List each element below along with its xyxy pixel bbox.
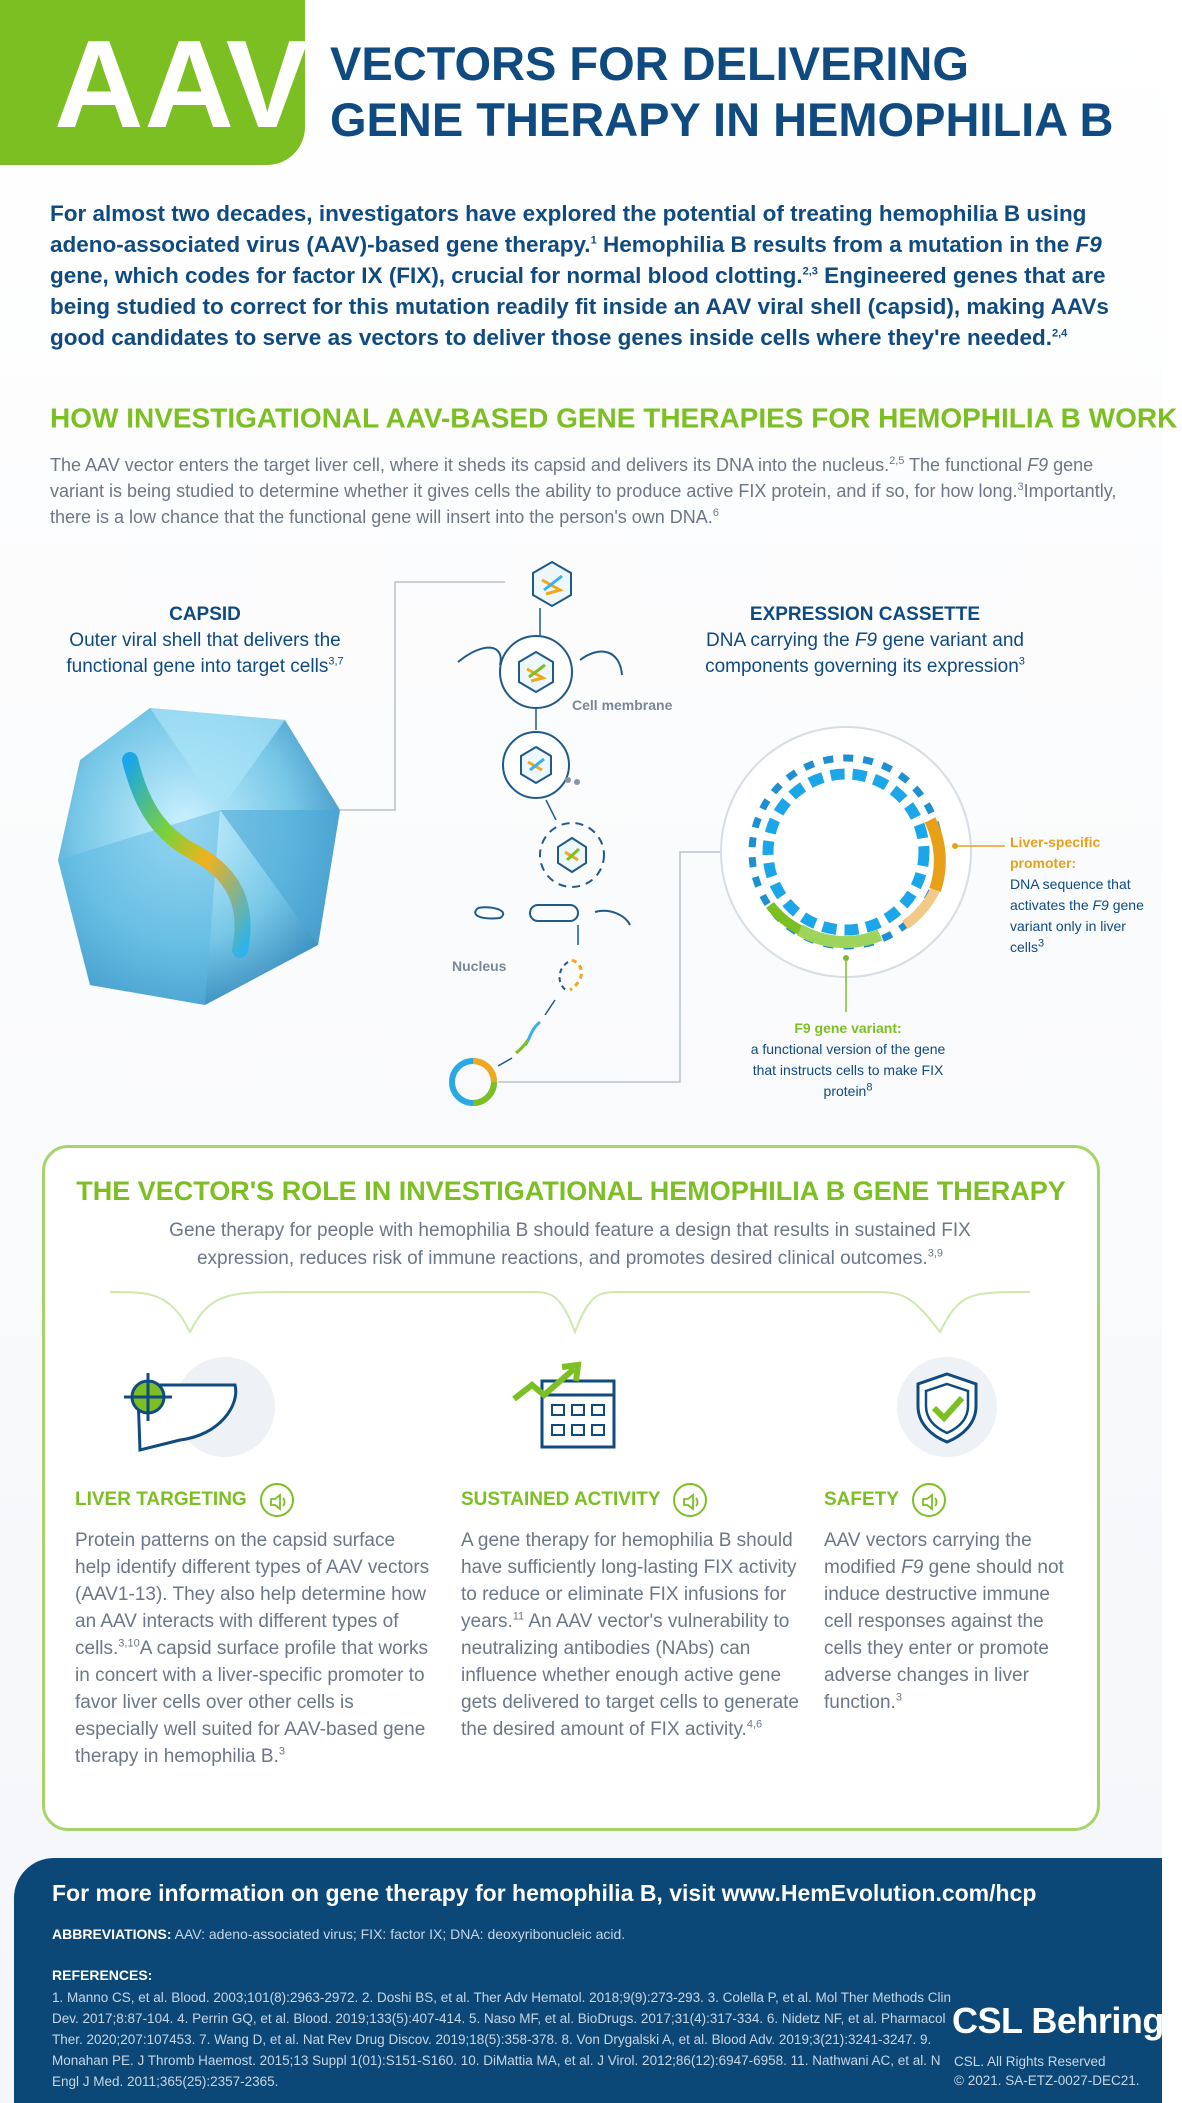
safety-title-text: SAFETY	[824, 1489, 899, 1511]
csl-behring-logo: CSL Behring	[952, 2000, 1164, 2041]
safety-ref: 3	[895, 1691, 902, 1704]
promoter-callout	[1010, 832, 1160, 958]
title-line-1: VECTORS FOR DELIVERING	[330, 37, 969, 90]
footer	[14, 1858, 1162, 2103]
page-margin	[1162, 0, 1182, 2103]
capsid-description: Outer viral shell that delivers the functional gene into target cells	[66, 630, 341, 677]
gene-therapy-diagram	[0, 560, 1162, 1120]
capsid-illustration	[58, 708, 340, 1005]
nucleus-label: Nucleus	[452, 958, 507, 974]
role-sub-text: Gene therapy for people with hemophilia B should feature a design that results in sustained FIX expression, reduces risk of immune reactions, and promotes desired clinical outcomes.	[169, 1220, 971, 1269]
liver-text-2: A capsid surface profile that works in concert with a liver-specific promoter to favor liver cells over other cells is especially well suited for AAV-based gene therapy in hemophilia B.	[75, 1638, 429, 1767]
cassette-heading: EXPRESSION CASSETTE	[749, 604, 981, 625]
how-ref-2: 3	[1017, 481, 1024, 493]
intro-text-1: For almost two decades, investigators have explored the potential of treating hemophilia B using adeno-associated virus (AAV)-based gene therapy.	[50, 201, 1087, 257]
how-text-1: The AAV vector enters the target liver cell, where it sheds its capsid and delivers its DNA into the nucleus.	[50, 455, 890, 475]
role-sub-ref: 3,9	[927, 1247, 944, 1260]
role-title: THE VECTOR'S ROLE IN INVESTIGATIONAL HEMOPHILIA B GENE THERAPY	[76, 1176, 1066, 1206]
sustained-text-1: A gene therapy for hemophilia B should have sufficiently long-lasting FIX activity to reduce or eliminate FIX infusions for years.	[461, 1530, 797, 1632]
f9-variant-heading: F9 gene variant:	[794, 1020, 902, 1036]
safety-title	[824, 1483, 946, 1517]
promoter-heading: Liver-specific promoter:	[1010, 834, 1101, 871]
how-title-text: HOW INVESTIGATIONAL AAV-BASED GENE THERAPIES FOR HEMOPHILIA B WORK	[50, 402, 1178, 434]
intro-f9: F9	[1075, 232, 1102, 257]
sustained-text-2: An AAV vector's vulnerability to neutralizing antibodies (NAbs) can influence whether enough active gene gets delivered to target cells to generate the desired amount of FIX activity.	[461, 1611, 799, 1740]
liver-ref-1: 3,10	[118, 1637, 140, 1650]
sustained-activity-title	[461, 1483, 707, 1517]
cassette-text-2: gene variant and components governing its expression	[705, 630, 1024, 677]
safety-f9: F9	[901, 1557, 924, 1578]
aav-badge	[0, 0, 310, 165]
references-list: 1. Manno CS, et al. Blood. 2003;101(8):2963-2972. 2. Doshi BS, et al. Ther Adv Hematol. 2018;9(9):273-293. 3. Colella P, et al. Mol Ther Methods Clin Dev. 2017;8:87-104. 4. Perrin GQ, et al. Blood. 2019;133(5):407-414. 5. Naso MF, et al. BioDrugs. 2017;31(4):317-334. 6. Nidetz NF, et al. Pharmacol Ther. 2020;207:107453. 7. Wang D, et al. Nat Rev Drug Discov. 2019;18(5):358-378. 8. Von Drygalski A, et al. Blood Adv. 2019;3(21):3241-3247. 9. Monahan PE. J Thromb Haemost. 2015;13 Suppl 1(01):S151-S160. 10. DiMattia MA, et al. J Virol. 2012;86(12):6947-6958. 11. Nathwani AC, et al. N Engl J Med. 2011;365(25):2357-2365.	[52, 1990, 952, 2089]
copyright	[954, 2052, 1140, 2090]
cassette-ref: 3	[1018, 655, 1025, 668]
how-section-title	[50, 402, 1182, 438]
abbreviations-text: AAV: adeno-associated virus; FIX: factor IX; DNA: deoxyribonucleic acid.	[171, 1926, 626, 1942]
abbreviations	[52, 1926, 625, 1942]
intro-text-4: Engineered genes that are being studied to correct for this mutation readily fit inside an AAV viral shell (capsid), making AAVs good candidates to serve as vectors to deliver those genes inside cells where they're needed.	[50, 263, 1109, 350]
sustained-activity-title-text: SUSTAINED ACTIVITY	[461, 1489, 661, 1511]
safety-text-2: gene should not induce destructive immune cell responses against the cells they enter or promote adverse changes in liver function.	[824, 1557, 1064, 1713]
liver-ref-2: 3	[278, 1745, 285, 1758]
how-section-body	[50, 452, 1130, 530]
f9-variant-ref: 8	[866, 1081, 873, 1094]
how-text-3: gene variant is being studied to determine whether it gives cells the ability to produce active FIX protein, and if so, for how long.	[50, 455, 1094, 501]
liver-target-icon	[120, 1365, 250, 1455]
how-f9: F9	[1027, 455, 1049, 475]
cassette-f9: F9	[854, 630, 878, 651]
footer-visit-link[interactable]: For more information on gene therapy for hemophilia B, visit www.HemEvolution.com/hcp	[52, 1880, 1037, 1906]
intro-text-3: gene, which codes for factor IX (FIX), crucial for normal blood clotting.	[50, 263, 803, 288]
sustained-ref-2: 4,6	[746, 1718, 763, 1731]
intro-ref-3: 2,4	[1051, 327, 1068, 340]
intro-text-2: Hemophilia B results from a mutation in the	[596, 232, 1076, 257]
role-subtitle	[130, 1217, 1010, 1273]
liver-speaker-icon[interactable]	[260, 1483, 294, 1517]
promoter-f9: F9	[1092, 897, 1109, 913]
sustained-activity-body	[461, 1527, 801, 1743]
title-line-2: GENE THERAPY IN HEMOPHILIA B	[330, 93, 1114, 146]
promoter-text-2: gene variant only in liver cells	[1010, 897, 1144, 955]
aav-badge-text: AAV	[54, 16, 310, 154]
cassette-text-1: DNA carrying the	[706, 630, 855, 651]
intro-ref-1: 1	[590, 234, 597, 247]
sustained-activity-icon	[508, 1355, 628, 1455]
references-heading: REFERENCES:	[52, 1967, 153, 1983]
cassette-ring-illustration	[721, 727, 971, 977]
abbreviations-label: ABBREVIATIONS:	[52, 1926, 172, 1942]
capsid-ref: 3,7	[328, 655, 344, 668]
role-divider	[110, 1290, 1030, 1340]
how-ref-1: 2,5	[889, 455, 905, 467]
safety-text-1: AAV vectors carrying the modified	[824, 1530, 1032, 1578]
liver-text-1: Protein patterns on the capsid surface help identify different types of AAV vectors (AAV1-13). They also help determine how an AAV interacts with different types of cells.	[75, 1530, 430, 1659]
how-text-4: Importantly, there is a low chance that the functional gene will insert into the person's own DNA.	[50, 481, 1117, 527]
intro-paragraph	[50, 198, 1130, 353]
promoter-text-1: DNA sequence that activates the	[1010, 876, 1131, 913]
promoter-ref: 3	[1038, 937, 1045, 950]
how-text-2: The functional	[904, 455, 1028, 475]
cell-membrane-label: Cell membrane	[572, 697, 673, 713]
copyright-line-2: © 2021. SA-ETZ-0027-DEC21.	[954, 2073, 1140, 2088]
page-title	[330, 36, 1130, 148]
liver-targeting-title	[75, 1483, 294, 1517]
copyright-line-1: CSL. All Rights Reserved	[954, 2054, 1106, 2069]
how-ref-3: 6	[712, 507, 719, 519]
liver-targeting-title-text: LIVER TARGETING	[75, 1489, 247, 1511]
f9-variant-callout	[748, 1018, 948, 1102]
safety-body	[824, 1527, 1074, 1716]
sustained-speaker-icon[interactable]	[673, 1483, 707, 1517]
sustained-ref-1: 11	[512, 1610, 525, 1623]
f9-variant-text: a functional version of the gene that instructs cells to make FIX protein	[750, 1041, 946, 1099]
intro-ref-2: 2,3	[802, 265, 818, 278]
capsid-heading: CAPSID	[169, 604, 241, 625]
safety-speaker-icon[interactable]	[912, 1483, 946, 1517]
vector-pathway	[452, 562, 630, 1103]
shield-check-icon	[912, 1370, 982, 1446]
liver-targeting-body	[75, 1527, 435, 1770]
